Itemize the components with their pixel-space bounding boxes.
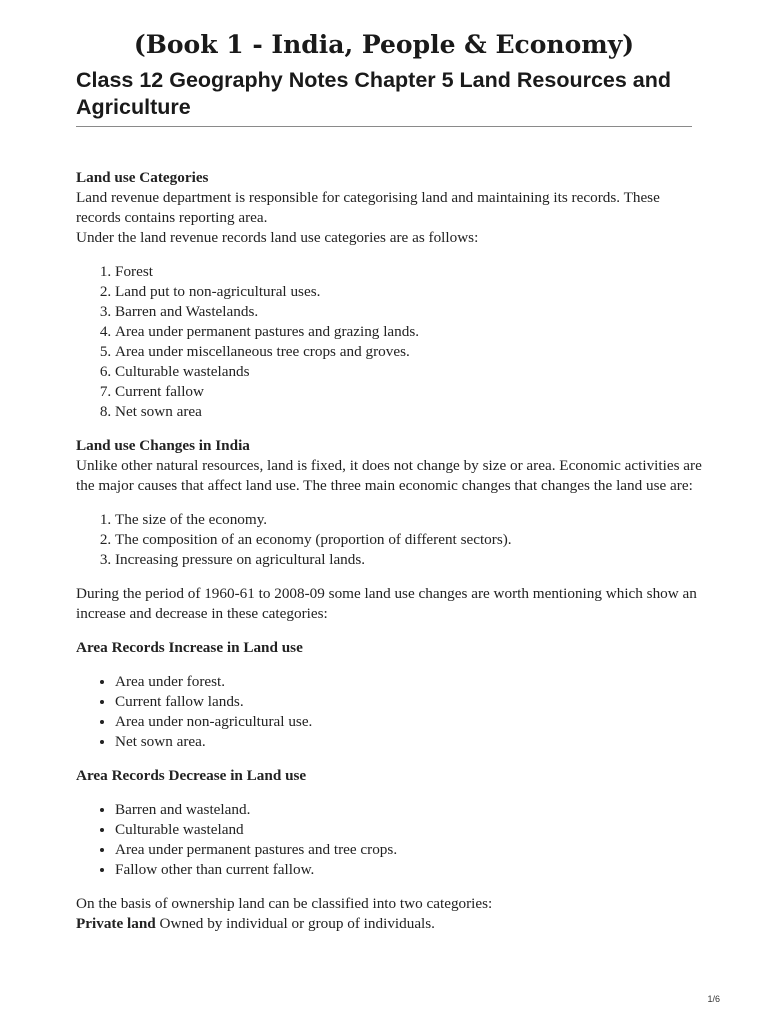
list-item: 3. Increasing pressure on agricultural lands. [115, 550, 706, 570]
section-heading-increase: Area Records Increase in Land use [76, 639, 303, 656]
paragraph: On the basis of ownership land can be classified into two categories: [76, 895, 493, 912]
economic-changes-list [76, 510, 706, 570]
page-number: 1/6 [707, 994, 720, 1004]
paragraph: Unlike other natural resources, land is fixed, it does not change by size or area. Economic activities are the major causes that affect land use. The three main economic changes that changes the land use are: [76, 457, 702, 494]
list-item: • Net sown area. [115, 732, 706, 752]
title-divider [76, 126, 692, 127]
list-item: 4. Area under permanent pastures and grazing lands. [115, 322, 706, 342]
list-item: 2. The composition of an economy (proportion of different sectors). [115, 530, 706, 550]
list-item: 1. Forest [115, 262, 706, 282]
paragraph: Under the land revenue records land use categories are as follows: [76, 229, 479, 246]
list-item: • Barren and wasteland. [115, 800, 706, 820]
private-land-label: Private land [76, 915, 156, 932]
private-land-line [76, 914, 706, 934]
section-heading-land-use-categories: Land use Categories [76, 169, 209, 186]
section-heading-decrease: Area Records Decrease in Land use [76, 767, 307, 784]
paragraph: During the period of 1960-61 to 2008-09 some land use changes are worth mentioning which show an increase and decrease in these categories: [76, 585, 697, 622]
private-land-text: Owned by individual or group of individuals. [155, 915, 435, 932]
document-body [76, 168, 706, 934]
paragraph: Land revenue department is responsible for categorising land and maintaining its records. These records contains reporting area. [76, 189, 660, 226]
list-item: 7. Current fallow [115, 382, 706, 402]
section-heading-land-use-changes: Land use Changes in India [76, 437, 250, 454]
list-item: • Area under forest. [115, 672, 706, 692]
list-item: • Fallow other than current fallow. [115, 860, 706, 880]
list-item: 3. Barren and Wastelands. [115, 302, 706, 322]
page-title: Class 12 Geography Notes Chapter 5 Land Resources and Agriculture [76, 68, 672, 119]
list-item: • Current fallow lands. [115, 692, 706, 712]
list-item: • Area under non-agricultural use. [115, 712, 706, 732]
book-title: (Book 1 - India, People & Economy) [133, 30, 635, 59]
increase-list [76, 672, 706, 752]
list-item: 8. Net sown area [115, 402, 706, 422]
decrease-list [76, 800, 706, 880]
land-use-categories-list [76, 262, 706, 422]
list-item: 1. The size of the economy. [115, 510, 706, 530]
list-item: 6. Culturable wastelands [115, 362, 706, 382]
list-item: • Area under permanent pastures and tree crops. [115, 840, 706, 860]
list-item: 2. Land put to non-agricultural uses. [115, 282, 706, 302]
list-item: 5. Area under miscellaneous tree crops and groves. [115, 342, 706, 362]
list-item: • Culturable wasteland [115, 820, 706, 840]
